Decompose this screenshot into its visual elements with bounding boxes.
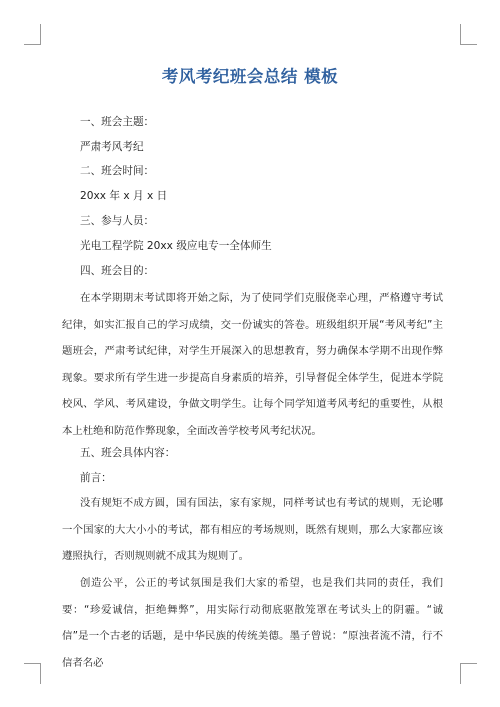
section-value-time: 20xx 年 x 月 x 日 [80, 190, 168, 202]
crop-mark-top-left [24, 24, 41, 45]
preface-paragraph-2: 创造公平，公正的考试氛围是我们大家的希望，也是我们共同的责任，我们要：“珍爱诚信，拒绝舞弊”，用实际行动彻底驱散笼罩在考试头上的阴霾。“诚信”是一个古老的话题，是中华民族的传统美德。墨子曾说：“原浊者流不清，行不信者名必 [62, 577, 443, 669]
section-heading-participants: 三、参与人员： [80, 215, 155, 227]
preface-paragraph-1: 没有规矩不成方圆，国有国法，家有家规，同样考试也有考试的规则，无论哪一个国家的大大小小的考试，都有相应的考场规则，既然有规则，那么大家都应该遵照执行，否则规则就不成其为规则了。 [62, 497, 443, 562]
document-title: 考风考纪班会总结 模板 [161, 67, 339, 86]
crop-mark-bottom-right [460, 663, 477, 684]
section-heading-time: 二、班会时间： [80, 165, 155, 177]
section-value-theme: 严肃考风考纪 [80, 141, 144, 153]
purpose-paragraph: 在本学期期末考试即将开始之际，为了使同学们克服侥幸心理，严格遵守考试纪律，如实汇报自己的学习成绩，交一份诚实的答卷。班级组织开展“考风考纪”主题班会，严肃考试纪律，对学生开展深入的思想教育，努力确保本学期不出现作弊现象。要求所有学生进一步提高自身素质的培养，引导督促全体学生，促进本学院校风、学风、考风建设，争做文明学生。让每个同学知道考风考纪的重要性，从根本上杜绝和防范作弊现象，全面改善学校考风考纪状况。 [62, 292, 443, 437]
section-heading-theme: 一、班会主题： [80, 116, 155, 128]
crop-mark-top-right [460, 24, 477, 45]
crop-mark-bottom-left [24, 663, 41, 684]
section-value-participants: 光电工程学院 20xx 级应电专一全体师生 [80, 240, 272, 252]
section-heading-purpose: 四、班会目的： [80, 265, 155, 277]
section-heading-content: 五、班会具体内容： [80, 447, 176, 459]
preface-heading: 前言： [80, 472, 112, 484]
